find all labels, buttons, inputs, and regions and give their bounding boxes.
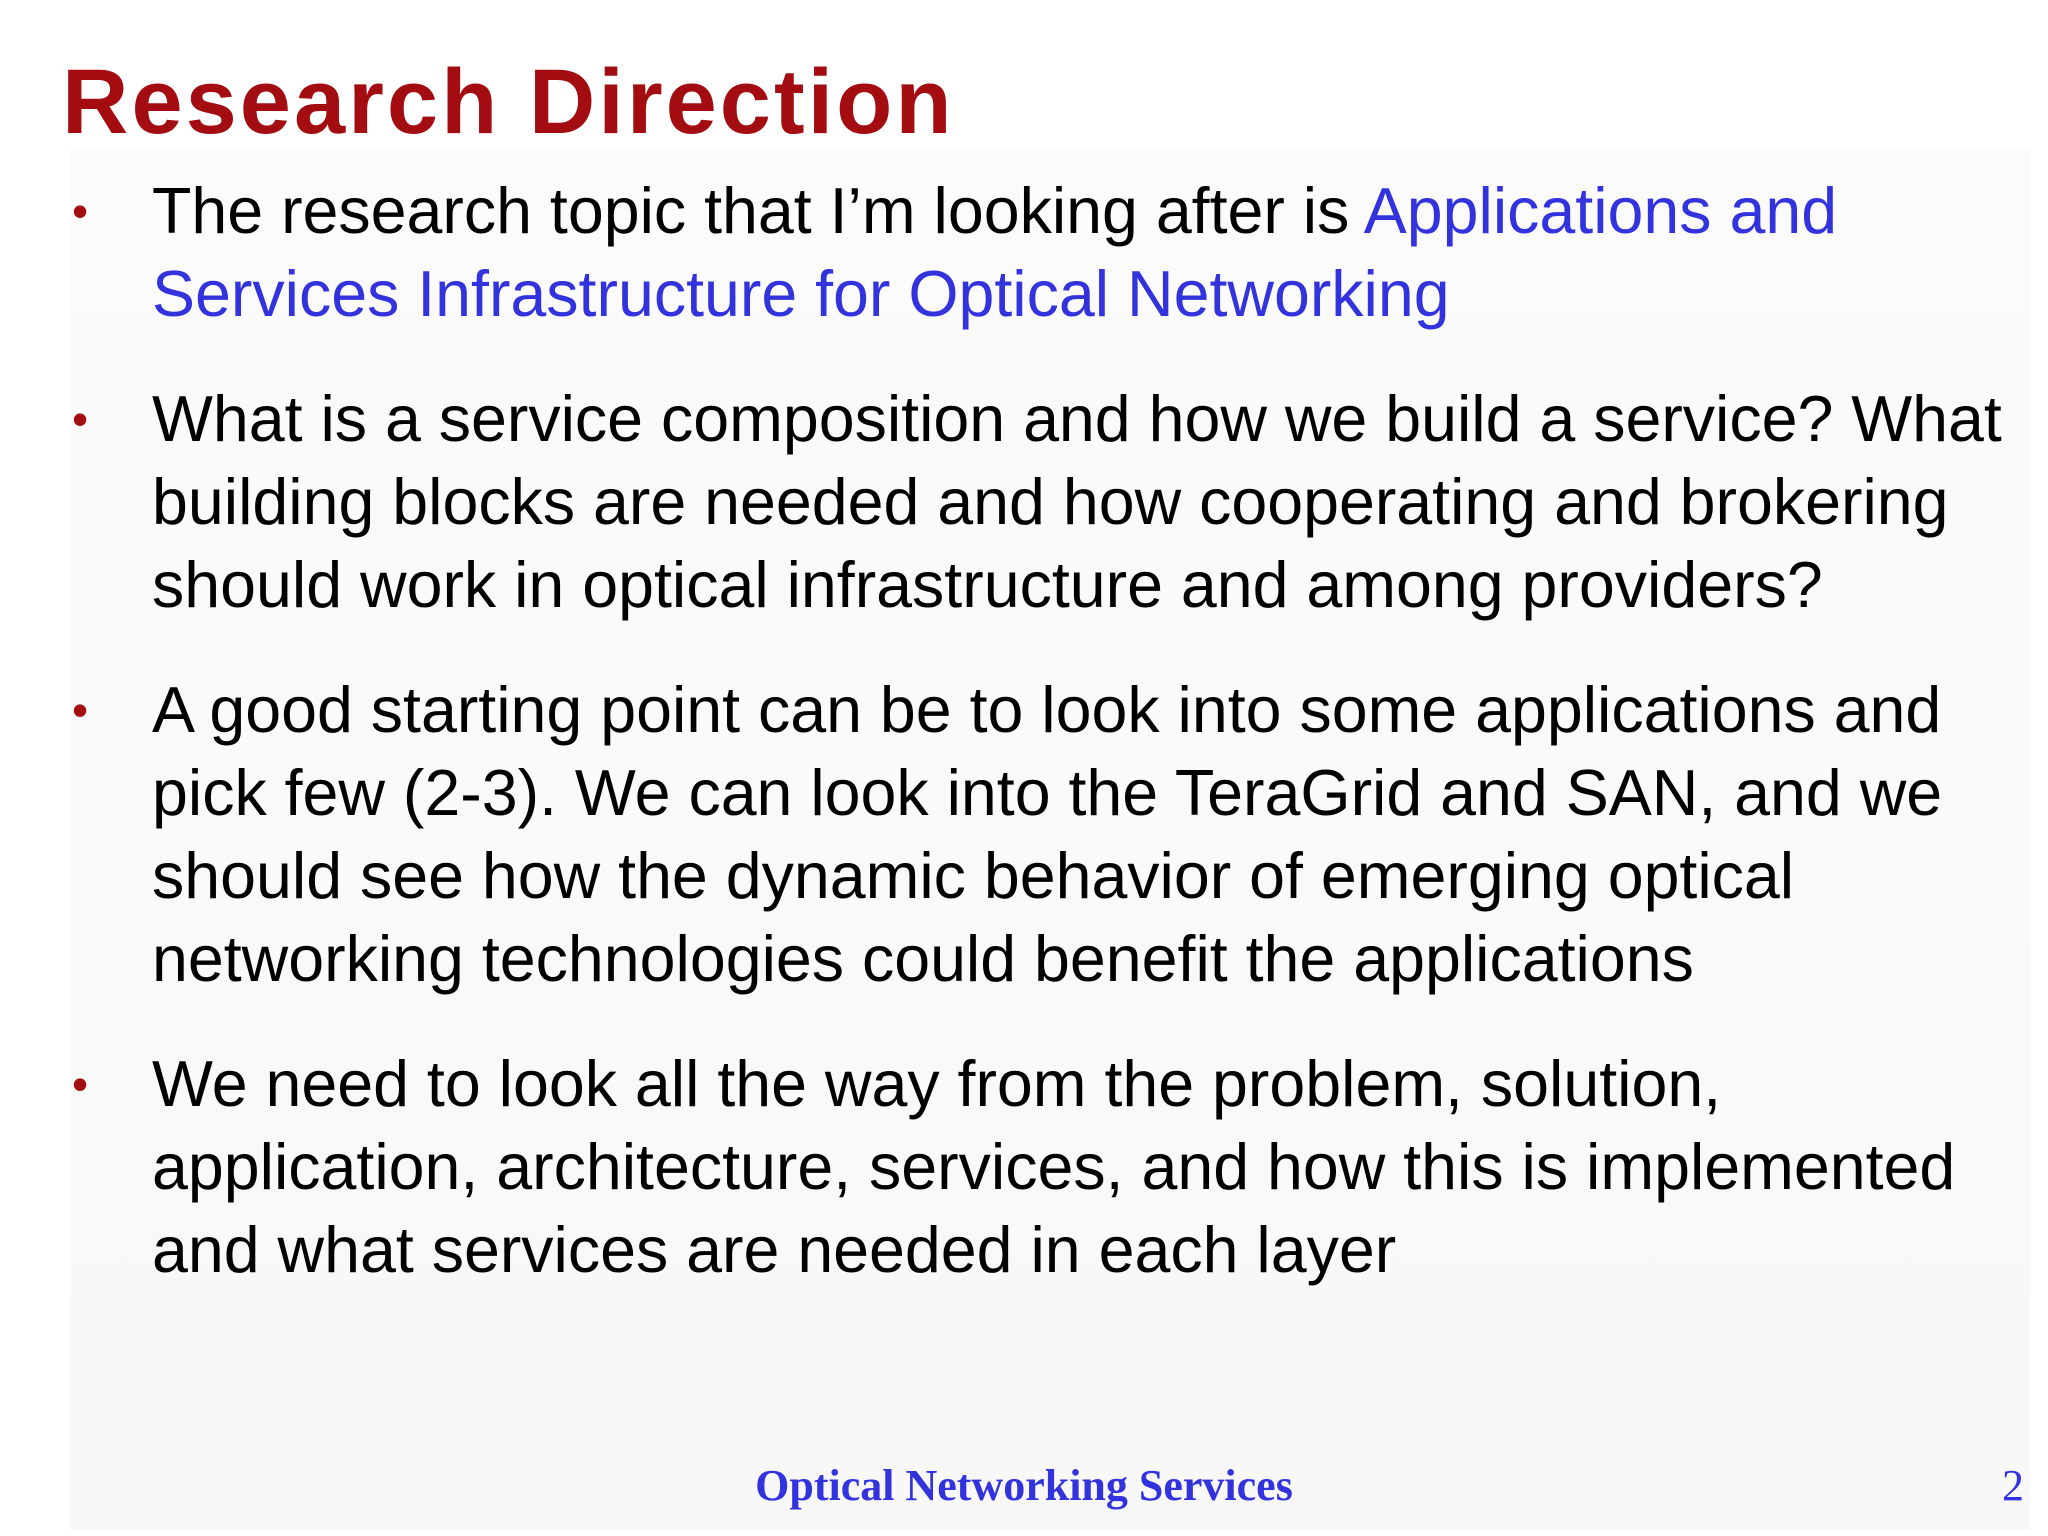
bullet-text: A good starting point can be to look into some applications and pick few (2-3). We can look into the TeraGrid and SAN, and we should see how the dynamic behavior of emerging optical networking technologies could benefit the applications: [152, 674, 1943, 995]
page-number: 2: [2002, 1461, 2024, 1510]
bullet-item: [0, 378, 2048, 627]
bullet-item: [0, 669, 2048, 1001]
slide-title: Research Direction: [62, 51, 955, 153]
bullet-dot-icon: •: [72, 1058, 89, 1110]
bullet-list: [0, 170, 2048, 1334]
bullet-dot-icon: •: [72, 684, 89, 736]
bullet-text: What is a service composition and how we build a service? What building blocks are needed and how cooperating and brokering should work in optical infrastructure and among providers?: [152, 383, 2002, 621]
bullet-dot-icon: •: [72, 393, 89, 445]
bullet-text: The research topic that I’m looking after is: [152, 175, 1364, 247]
footer-title: Optical Networking Services: [755, 1461, 1293, 1510]
bullet-item: [0, 1043, 2048, 1292]
bullet-item: [0, 170, 2048, 336]
bullet-text: We need to look all the way from the problem, solution, application, architecture, services, and how this is implemented and what services are needed in each layer: [152, 1048, 1956, 1286]
bullet-dot-icon: •: [72, 185, 89, 237]
bullet-highlight-text: Applications and Services Infrastructure for Optical Networking: [152, 175, 1838, 330]
